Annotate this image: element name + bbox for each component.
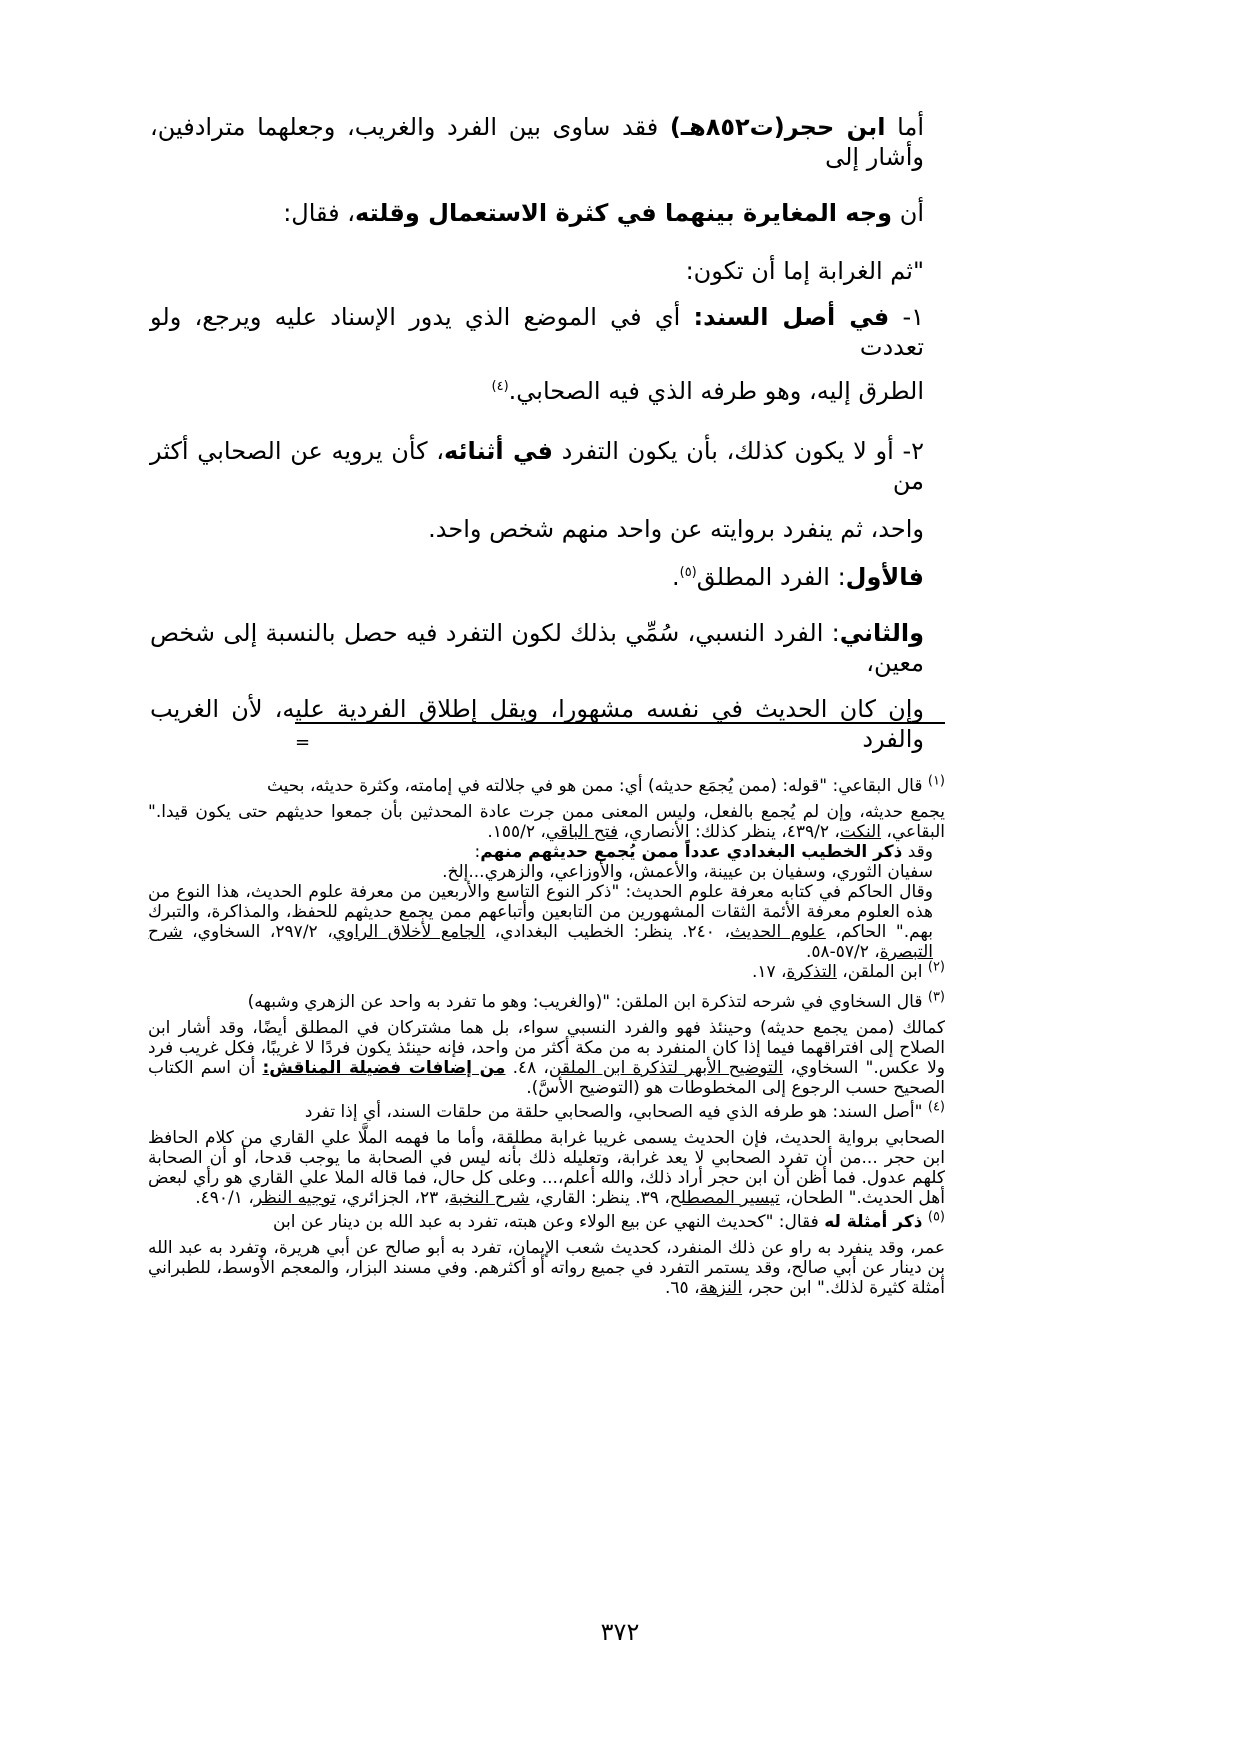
paragraph-10: وإن كان الحديث في نفسه مشهورا، ويقل إطلاق الفردية عليه، لأن الغريب والفرد	[150, 695, 924, 753]
footnote-number-4: (٤)	[927, 1099, 945, 1115]
footnote-3-body: كمالك (ممن يجمع حديثه) وحينئذ فهو والفرد النسبي سواء، بل هما مشتركان في المطلق أيضًا، وقد أشار ابن الصلاح إلى افتراقهما فيما إذا كان المنفرد به من مكة أكثر من واحد، فإنه حينئذ يكون فردًا لا غريبًا، فكل غريب فرد ولا عكس." السخاوي، التوضيح الأبهر لتذكرة ابن الملقن، ٤٨. من إضافات فضيلة المناقش: أن اسم الكتاب الصحيح حسب الرجوع إلى المخطوطات هو (التوضيح الأسَّ).	[148, 1018, 946, 1098]
paragraph-5: الطرق إليه، وهو طرفه الذي فيه الصحابي.$^{(٤)}$	[491, 377, 924, 405]
paragraph-3: "ثم الغرابة إما أن تكون:	[685, 257, 924, 285]
main-text	[150, 112, 924, 754]
footnote-5-body: عمر، وقد ينفرد به راو عن ذلك المنفرد، كحديث شعب الإيمان، تفرد به أبو صالح عن أبي هريرة، وتفرد به عبد الله بن دينار عن أبي صالح، وقد يستمر التفرد في جميع رواته أو أكثرهم. وفي مسند البزار، والمعجم الأوسط، للطبراني أمثلة كثيرة لذلك." ابن حجر، النزهة، ٦٥.	[148, 1238, 945, 1298]
footnotes	[148, 773, 946, 1298]
bold-second: والثاني	[839, 619, 924, 647]
book-title-jami: الجامع لأخلاق الراوي	[332, 922, 486, 942]
book-title-taysir: تيسير المصطلح	[669, 1188, 780, 1208]
bold-asl-sanad: في أصل السند:	[693, 303, 890, 331]
footnote-4-first-line: $^{(٤)}$ "أصل السند: هو طرفه الذي فيه الصحابي، والصحابي حلقة من حلقات السند، أي إذا تفرد	[304, 1099, 945, 1122]
footnote-number-3: (٣)	[927, 989, 945, 1005]
paragraph-1: أما ابن حجر(ت٨٥٢هـ) فقد ساوى بين الفرد والغريب، وجعلهما مترادفين، وأشار إلى	[150, 113, 924, 171]
footnote-1-body: يجمع حديثه، وإن لم يُجمع بالفعل، وليس المعنى ممن جرت عادة المحدثين بأن جمعوا حديثهم حتى يكون قيدا." البقاعي، النكت، ٤٣٩/٢، ينظر كذلك: الأنصاري، فتح الباقي، ١٥٥/٢.	[148, 802, 945, 842]
book-title-tawdih: التوضيح الأبهر لتذكرة ابن الملقن	[548, 1058, 784, 1078]
bold-examiner-additions: من إضافات فضيلة المناقش:	[262, 1058, 506, 1078]
footnote-number-5: (٥)	[927, 1209, 945, 1225]
book-title-tadhkira: التذكرة	[786, 962, 837, 982]
paragraph-8: فالأول: الفرد المطلق$^{(٥)}$.	[671, 563, 924, 591]
page-number: ٣٧٢	[600, 1618, 640, 1646]
footnote-3-first-line: $^{(٣)}$ قال السخاوي في شرحه لتذكرة ابن الملقن: "(والغريب: وهو ما تفرد به واحد عن الزهري وشبهه)	[247, 989, 945, 1012]
footnote-4-body: الصحابي برواية الحديث، فإن الحديث يسمى غريبا غرابة مطلقة، وأما ما فهمه الملَّا علي القاري من كلام الحافظ ابن حجر ...من أن تفرد الصحابي لا يعد غرابة، وتعليله ذلك بأنه ليس في الصحابة ما يوجب قدحا، أو أن الصحابة كلهم عدول. فما أظن أن ابن حجر أراد ذلك، والله أعلم،... وعلى كل حال، فما قاله الملا علي القاري هو رأي لبعض أهل الحديث." الطحان، تيسير المصطلح، ٣٩. ينظر: القاري، شرح النخبة، ٢٣، الجزائري، توجيه النظر، ٤٩٠/١.	[148, 1128, 945, 1208]
footnote-number-2: (٢)	[927, 959, 945, 975]
book-title-sharh-tabsira: شرح التبصرة	[148, 922, 933, 962]
paragraph-4: ١- في أصل السند: أي في الموضع الذي يدور الإسناد عليه ويرجع، ولو تعددت	[150, 303, 924, 361]
footnote-1-khatib: وقد ذكر الخطيب البغدادي عدداً ممن يُجمع حديثهم منهم:	[474, 842, 933, 862]
book-title-ulum: علوم الحديث	[729, 922, 826, 942]
paragraph-6: ٢- أو لا يكون كذلك، بأن يكون التفرد في أثنائه، كأن يرويه عن الصحابي أكثر من	[150, 437, 924, 495]
book-title-nukat: النكت	[839, 822, 881, 842]
book-title-sharh-nukhba: شرح النخبة	[449, 1188, 530, 1208]
bold-khatib: ذكر الخطيب البغدادي عدداً ممن يُجمع حديثهم منهم	[480, 842, 903, 862]
paragraph-7: واحد، ثم ينفرد بروايته عن واحد منهم شخص واحد.	[428, 515, 924, 543]
paragraph-2: أن وجه المغايرة بينهما في كثرة الاستعمال وقلته، فقال:	[283, 199, 924, 227]
bold-first: فالأول	[845, 563, 924, 591]
footnote-1-names: سفيان الثوري، وسفيان بن عيينة، والأعمش، والأوزاعي، والزهري...إلخ.	[442, 862, 933, 882]
bold-difference: وجه المغايرة بينهما في كثرة الاستعمال وقلته	[355, 199, 893, 227]
continuation-mark: =	[295, 732, 311, 753]
footnote-ref-5: (٥)	[679, 565, 697, 580]
bold-athnaih: في أثنائه	[443, 437, 553, 465]
footnote-1-first-line: $^{(١)}$ قال البقاعي: "قوله: (ممن يُجمَع حديثه) أي: ممن هو في جلالته في إمامته، وكثرة حديثه، بحيث	[266, 773, 945, 796]
bold-examples: ذكر أمثلة له	[824, 1212, 923, 1232]
footnote-2: $^{(٢)}$ ابن الملقن، التذكرة، ١٧.	[751, 959, 945, 982]
bold-ibn-hajar: ابن حجر(ت٨٥٢هـ)	[669, 113, 886, 141]
book-title-fath: فتح الباقي	[545, 822, 619, 842]
footnote-1-hakim: وقال الحاكم في كتابه معرفة علوم الحديث: "ذكر النوع التاسع والأربعين من معرفة علوم الحديث، هذا النوع من هذه العلوم معرفة الأئمة الثقات المشهورين من التابعين وأتباعهم ممن يجمع حديثهم للحفظ، والمذاكرة، والتبرك بهم." الحاكم، علوم الحديث، ٢٤٠. ينظر: الخطيب البغدادي، الجامع لأخلاق الراوي، ٢٩٧/٢، السخاوي، شرح التبصرة، ٥٧/٢-٥٨.	[148, 882, 933, 962]
book-title-nuzha: النزهة	[699, 1278, 743, 1298]
footnote-ref-4: (٤)	[491, 379, 509, 394]
footnote-number-1: (١)	[927, 773, 945, 789]
footnote-separator	[295, 722, 945, 724]
paragraph-9: والثاني: الفرد النسبي، سُمِّي بذلك لكون التفرد فيه حصل بالنسبة إلى شخص معين،	[150, 619, 924, 677]
footnote-5-first-line: $^{(٥)}$ ذكر أمثلة له فقال: "كحديث النهي عن بيع الولاء وعن هبته، تفرد به عبد الله بن دينار عن ابن	[273, 1209, 945, 1232]
book-title-tawjih: توجيه النظر	[253, 1188, 336, 1208]
